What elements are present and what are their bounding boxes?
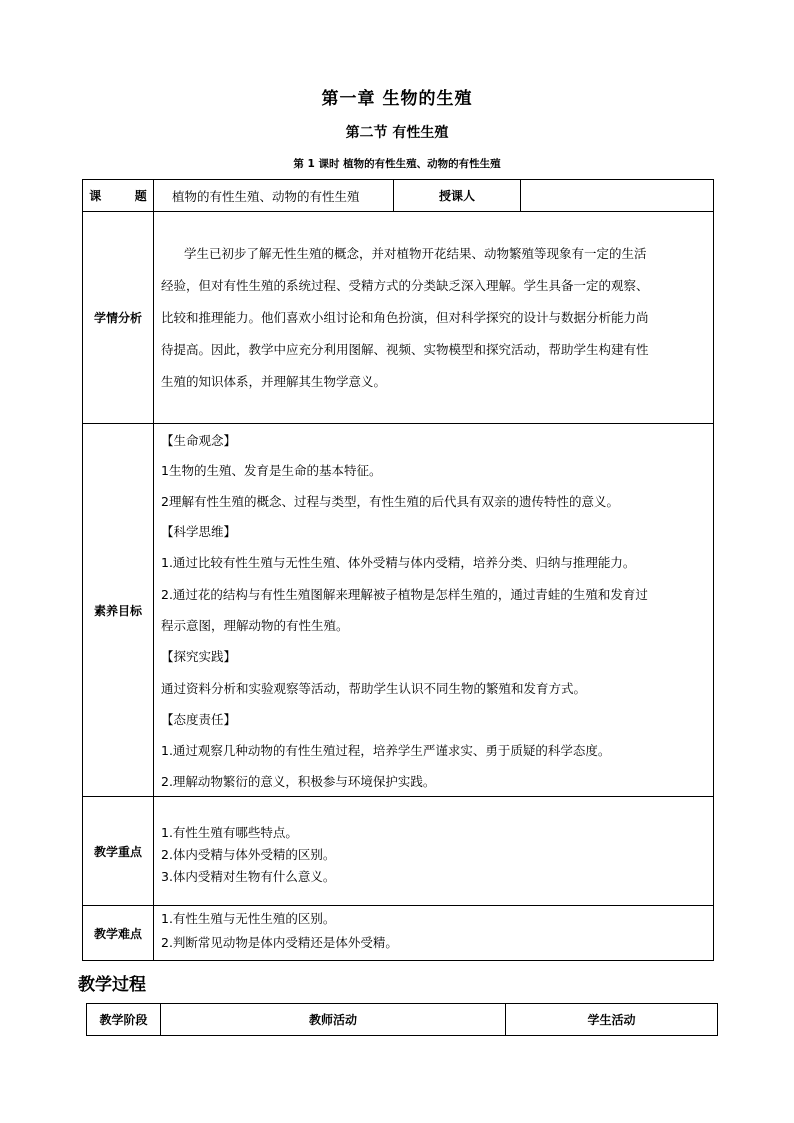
topic-value: 植物的有性生殖、动物的有性生殖 xyxy=(153,179,394,212)
key-point-item: 2.体内受精与体外受精的区别。 xyxy=(161,847,336,862)
analysis-line: 生殖的知识体系，并理解其生物学意义。 xyxy=(161,374,387,389)
col-stage-header: 教学阶段 xyxy=(86,1003,161,1036)
goals-line: 2.通过花的结构与有性生殖图解来理解被子植物是怎样生殖的，通过青蛙的生殖和发育过 xyxy=(161,587,648,602)
goals-line: 程示意图，理解动物的有性生殖。 xyxy=(161,618,349,633)
difficulties-label: 教学难点 xyxy=(82,905,154,961)
goals-line: 2.理解动物繁衍的意义，积极参与环境保护实践。 xyxy=(161,774,436,789)
goals-label: 素养目标 xyxy=(82,423,154,797)
chapter-title: 第一章 生物的生殖 xyxy=(321,89,473,109)
goals-line: 1.通过比较有性生殖与无性生殖、体外受精与体内受精，培养分类、归纳与推理能力。 xyxy=(161,555,636,570)
goals-heading: 【态度责任】 xyxy=(161,712,237,727)
key-point-item: 1.有性生殖有哪些特点。 xyxy=(161,825,298,840)
analysis-line: 比较和推理能力。他们喜欢小组讨论和角色扮演，但对科学探究的设计与数据分析能力尚 xyxy=(161,310,649,325)
lesson-title: 第 1 课时 植物的有性生殖、动物的有性生殖 xyxy=(293,158,501,170)
key-point-item: 3.体内受精对生物有什么意义。 xyxy=(161,869,336,884)
analysis-line: 学生已初步了解无性生殖的概念，并对植物开花结果、动物繁殖等现象有一定的生活 xyxy=(184,246,647,261)
goals-heading: 【科学思维】 xyxy=(161,524,237,539)
difficulty-item: 1.有性生殖与无性生殖的区别。 xyxy=(161,911,336,926)
section-title: 第二节 有性生殖 xyxy=(345,125,449,141)
goals-line: 通过资料分析和实验观察等活动，帮助学生认识不同生物的繁殖和发育方式。 xyxy=(161,681,587,696)
key-points-label: 教学重点 xyxy=(82,796,154,906)
analysis-content xyxy=(153,211,714,424)
teacher-label: 授课人 xyxy=(393,179,521,212)
analysis-label: 学情分析 xyxy=(82,211,154,424)
col-student-header: 学生活动 xyxy=(505,1003,718,1036)
goals-heading: 【探究实践】 xyxy=(161,649,237,664)
topic-label: 课 题 xyxy=(82,179,154,212)
key-points-content xyxy=(153,796,714,906)
goals-content xyxy=(153,423,714,797)
goals-line: 1生物的生殖、发育是生命的基本特征。 xyxy=(161,463,382,478)
difficulty-item: 2.判断常见动物是体内受精还是体外受精。 xyxy=(161,935,398,950)
teacher-value xyxy=(520,179,714,212)
difficulties-content xyxy=(153,905,714,961)
goals-heading: 【生命观念】 xyxy=(161,433,237,448)
analysis-line: 待提高。因此，教学中应充分利用图解、视频、实物模型和探究活动，帮助学生构建有性 xyxy=(161,342,649,357)
analysis-line: 经验，但对有性生殖的系统过程、受精方式的分类缺乏深入理解。学生具备一定的观察、 xyxy=(161,278,649,293)
goals-line: 2理解有性生殖的概念、过程与类型，有性生殖的后代具有双亲的遗传特性的意义。 xyxy=(161,494,619,509)
goals-line: 1.通过观察几种动物的有性生殖过程，培养学生严谨求实、勇于质疑的科学态度。 xyxy=(161,743,611,758)
col-teacher-header: 教师活动 xyxy=(160,1003,506,1036)
process-heading: 教学过程 xyxy=(78,975,146,995)
